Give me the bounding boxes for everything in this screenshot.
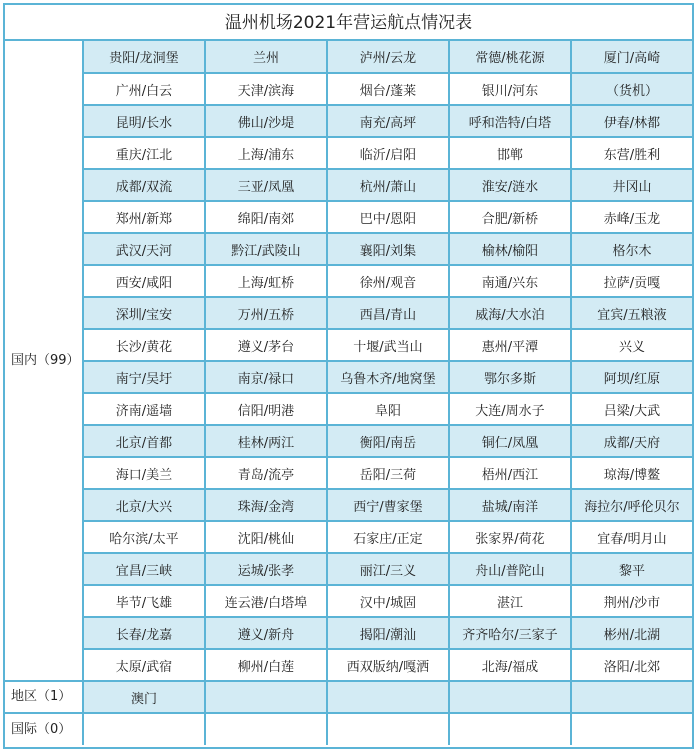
destination-cell [449, 681, 571, 713]
table-row [5, 265, 692, 297]
destination-cell: 张家界/荷花 [449, 521, 571, 553]
destination-cell [205, 713, 327, 745]
destination-cell: 惠州/平潭 [449, 329, 571, 361]
table-row [5, 297, 692, 329]
destination-cell: 毕节/飞雄 [83, 585, 205, 617]
table-row [5, 649, 692, 681]
destination-cell: 威海/大水泊 [449, 297, 571, 329]
destination-cell: 济南/遥墙 [83, 393, 205, 425]
destination-cell: 黎平 [571, 553, 692, 585]
destination-cell: 北京/大兴 [83, 489, 205, 521]
destination-cell: 琼海/博鳌 [571, 457, 692, 489]
destination-cell: 东营/胜利 [571, 137, 692, 169]
destination-cell: 梧州/西江 [449, 457, 571, 489]
destination-cell: 襄阳/刘集 [327, 233, 449, 265]
table-row [5, 585, 692, 617]
destination-cell: 盐城/南洋 [449, 489, 571, 521]
destination-cell: 杭州/萧山 [327, 169, 449, 201]
destination-cell [449, 713, 571, 745]
destination-cell: 兴义 [571, 329, 692, 361]
destination-cell [327, 681, 449, 713]
destination-cell: 湛江 [449, 585, 571, 617]
table-row [5, 553, 692, 585]
destination-cell: 格尔木 [571, 233, 692, 265]
destination-cell: 齐齐哈尔/三家子 [449, 617, 571, 649]
destination-cell: 徐州/观音 [327, 265, 449, 297]
page-title: 温州机场2021年营运航点情况表 [5, 5, 692, 41]
destination-cell: 重庆/江北 [83, 137, 205, 169]
destination-cell: 丽江/三义 [327, 553, 449, 585]
table-row [5, 105, 692, 137]
destination-cell: 榆林/榆阳 [449, 233, 571, 265]
table-row [5, 361, 692, 393]
destination-cell [83, 713, 205, 745]
table-row [5, 169, 692, 201]
table-row [5, 489, 692, 521]
destination-cell [571, 681, 692, 713]
table-row [5, 201, 692, 233]
destination-cell: 北海/福成 [449, 649, 571, 681]
destination-cell: 洛阳/北郊 [571, 649, 692, 681]
destination-cell: 西安/咸阳 [83, 265, 205, 297]
destination-cell: 拉萨/贡嘎 [571, 265, 692, 297]
destination-cell: 柳州/白莲 [205, 649, 327, 681]
destination-cell: 信阳/明港 [205, 393, 327, 425]
destination-cell: 成都/双流 [83, 169, 205, 201]
destination-cell: 西昌/青山 [327, 297, 449, 329]
destination-cell: 太原/武宿 [83, 649, 205, 681]
destination-cell: 银川/河东 [449, 73, 571, 105]
destination-cell: 石家庄/正定 [327, 521, 449, 553]
table-row [5, 329, 692, 361]
destination-cell: 常德/桃花源 [449, 41, 571, 73]
destination-cell: 天津/滨海 [205, 73, 327, 105]
destination-cell: 荆州/沙市 [571, 585, 692, 617]
destination-cell: 呼和浩特/白塔 [449, 105, 571, 137]
destination-cell: 宜昌/三峡 [83, 553, 205, 585]
destination-cell: 成都/天府 [571, 425, 692, 457]
destination-cell: 南充/高坪 [327, 105, 449, 137]
destination-cell: 邯郸 [449, 137, 571, 169]
table-row [5, 41, 692, 73]
destination-cell: 万州/五桥 [205, 297, 327, 329]
destination-cell: 临沂/启阳 [327, 137, 449, 169]
destination-cell: 长沙/黄花 [83, 329, 205, 361]
destination-cell: 哈尔滨/太平 [83, 521, 205, 553]
destination-cell: 沈阳/桃仙 [205, 521, 327, 553]
destination-cell: 衡阳/南岳 [327, 425, 449, 457]
destination-cell: 遵义/茅台 [205, 329, 327, 361]
destination-cell: 彬州/北湖 [571, 617, 692, 649]
destination-cell: 阜阳 [327, 393, 449, 425]
destination-cell [327, 713, 449, 745]
destination-cell: 绵阳/南郊 [205, 201, 327, 233]
destinations-table [5, 41, 692, 745]
destination-cell: 昆明/长水 [83, 105, 205, 137]
destination-cell: 桂林/两江 [205, 425, 327, 457]
international-category-label: 国际（0） [5, 713, 83, 745]
destination-cell: 北京/首都 [83, 425, 205, 457]
destination-cell: 赤峰/玉龙 [571, 201, 692, 233]
destination-cell: 烟台/蓬莱 [327, 73, 449, 105]
table-row [5, 521, 692, 553]
destination-cell: 海拉尔/呼伦贝尔 [571, 489, 692, 521]
destination-cell: 西双版纳/嘎洒 [327, 649, 449, 681]
table-row [5, 393, 692, 425]
destination-cell: 南京/禄口 [205, 361, 327, 393]
destination-cell: 西宁/曹家堡 [327, 489, 449, 521]
table-row [5, 73, 692, 105]
destination-cell: 伊春/林都 [571, 105, 692, 137]
destination-cell: 广州/白云 [83, 73, 205, 105]
destination-cell: 揭阳/潮汕 [327, 617, 449, 649]
destination-cell: 青岛/流亭 [205, 457, 327, 489]
destination-cell: 南宁/吴圩 [83, 361, 205, 393]
destination-cell: 厦门/高崎 [571, 41, 692, 73]
destination-cell: 岳阳/三荷 [327, 457, 449, 489]
destination-cell: 长春/龙嘉 [83, 617, 205, 649]
destination-cell: 汉中/城固 [327, 585, 449, 617]
table-row [5, 425, 692, 457]
table-row [5, 233, 692, 265]
airport-destinations-document [3, 3, 694, 749]
destination-cell [205, 681, 327, 713]
destination-cell [571, 713, 692, 745]
destination-cell: 鄂尔多斯 [449, 361, 571, 393]
destination-cell: 深圳/宝安 [83, 297, 205, 329]
table-row [5, 681, 692, 713]
destination-cell: 连云港/白塔埠 [205, 585, 327, 617]
destination-cell: 合肥/新桥 [449, 201, 571, 233]
destination-cell: （货机） [571, 73, 692, 105]
destination-cell: 宜春/明月山 [571, 521, 692, 553]
destination-cell: 珠海/金湾 [205, 489, 327, 521]
destination-cell: 运城/张孝 [205, 553, 327, 585]
destination-cell: 巴中/恩阳 [327, 201, 449, 233]
table-row [5, 713, 692, 745]
destination-cell: 井冈山 [571, 169, 692, 201]
destination-cell: 淮安/涟水 [449, 169, 571, 201]
destination-cell: 武汉/天河 [83, 233, 205, 265]
destination-cell: 上海/虹桥 [205, 265, 327, 297]
destination-cell: 佛山/沙堤 [205, 105, 327, 137]
destination-cell: 澳门 [83, 681, 205, 713]
destination-cell: 泸州/云龙 [327, 41, 449, 73]
destination-cell: 吕梁/大武 [571, 393, 692, 425]
destination-cell: 阿坝/红原 [571, 361, 692, 393]
destination-cell: 宜宾/五粮液 [571, 297, 692, 329]
domestic-category-label: 国内（99） [5, 41, 83, 681]
destination-cell: 遵义/新舟 [205, 617, 327, 649]
destination-cell: 南通/兴东 [449, 265, 571, 297]
destination-cell: 黔江/武陵山 [205, 233, 327, 265]
destination-cell: 海口/美兰 [83, 457, 205, 489]
destination-cell: 舟山/普陀山 [449, 553, 571, 585]
region-category-label: 地区（1） [5, 681, 83, 713]
table-row [5, 457, 692, 489]
destination-cell: 兰州 [205, 41, 327, 73]
destination-cell: 铜仁/凤凰 [449, 425, 571, 457]
destination-cell: 大连/周水子 [449, 393, 571, 425]
table-row [5, 137, 692, 169]
table-row [5, 617, 692, 649]
destination-cell: 郑州/新郑 [83, 201, 205, 233]
destination-cell: 贵阳/龙洞堡 [83, 41, 205, 73]
destination-cell: 乌鲁木齐/地窝堡 [327, 361, 449, 393]
destination-cell: 三亚/凤凰 [205, 169, 327, 201]
destination-cell: 上海/浦东 [205, 137, 327, 169]
destination-cell: 十堰/武当山 [327, 329, 449, 361]
